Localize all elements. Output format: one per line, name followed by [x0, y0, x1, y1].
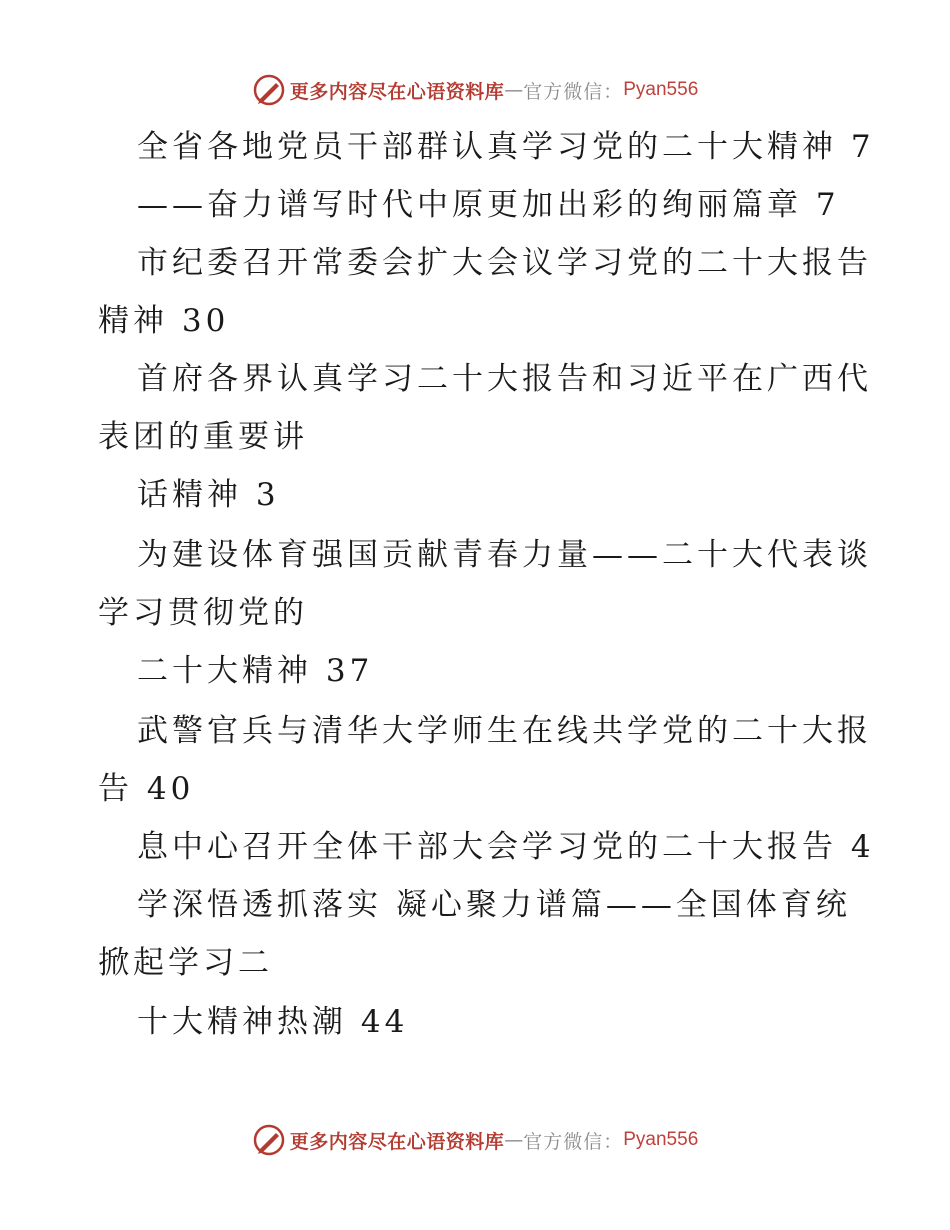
toc-entry: 武警官兵与清华大学师生在线共学党的二十大报	[137, 713, 872, 749]
banner-brand-text: 更多内容尽在心语资料库	[289, 80, 505, 103]
toc-entry: 告 40	[98, 771, 195, 807]
toc-entry: 二十大精神 37	[137, 653, 374, 689]
toc-entry: 精神 30	[98, 303, 230, 339]
banner-brand-text: 更多内容尽在心语资料库	[289, 1130, 505, 1153]
toc-entry: 市纪委召开常委会扩大会议学习党的二十大报告	[137, 245, 872, 281]
pen-circle-icon	[252, 1123, 286, 1157]
toc-entry: 息中心召开全体干部大会学习党的二十大报告 4	[137, 829, 875, 865]
toc-entry: 首府各界认真学习二十大报告和习近平在广西代	[137, 361, 872, 397]
banner-wechat-label: 官方微信：	[523, 80, 624, 103]
banner-separator: —	[504, 1129, 524, 1151]
toc-entry: ——奋力谱写时代中原更加出彩的绚丽篇章 7	[137, 187, 840, 223]
toc-entry: 为建设体育强国贡献青春力量——二十大代表谈	[137, 537, 872, 573]
toc-entry: 掀起学习二	[98, 945, 273, 981]
banner-separator: —	[504, 79, 524, 101]
banner-wechat-id: Pyan556	[623, 79, 699, 100]
banner-wechat-id: Pyan556	[623, 1129, 699, 1150]
toc-entry: 表团的重要讲	[98, 419, 308, 455]
toc-entry: 学习贯彻党的	[98, 595, 308, 631]
toc-entry: 学深悟透抓落实 凝心聚力谱篇——全国体育统	[137, 887, 851, 923]
toc-entry: 十大精神热潮 44	[137, 1004, 409, 1040]
footer-banner	[0, 1120, 950, 1160]
toc-entry: 全省各地党员干部群认真学习党的二十大精神 7	[137, 129, 875, 165]
toc-entry: 话精神 3	[137, 477, 280, 513]
banner-wechat-label: 官方微信：	[523, 1130, 624, 1153]
